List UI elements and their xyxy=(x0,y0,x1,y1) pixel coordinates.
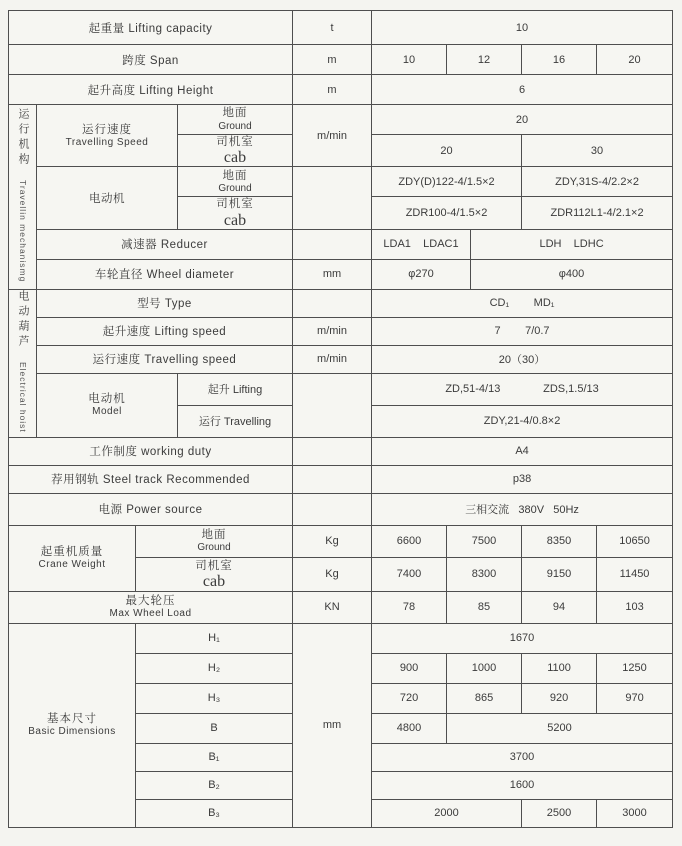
row-hoist-lifting-speed xyxy=(9,317,673,345)
value-cell: 10 xyxy=(372,45,447,75)
value-cell: ZDY,31S-4/2.2×2 xyxy=(522,167,673,197)
value-cell: 10 xyxy=(372,11,673,45)
section-label-en: Electrical hoist xyxy=(18,362,28,434)
value-cell: 7400 xyxy=(372,557,447,591)
value-cell: 970 xyxy=(597,683,673,713)
row-hoist-type xyxy=(9,289,673,317)
value-cell: 1000 xyxy=(447,653,522,683)
unit-cell: Kg xyxy=(293,525,372,557)
row-travelling-speed-ground xyxy=(9,105,673,135)
value-cell: LDH LDHC xyxy=(471,229,673,259)
row-lifting-capacity xyxy=(9,11,673,45)
sublabel-cab xyxy=(178,135,293,167)
unit-cell: Kg xyxy=(293,557,372,591)
value-cell: 30 xyxy=(522,135,673,167)
row-power-source xyxy=(9,493,673,525)
unit-cell: mm xyxy=(293,623,372,827)
unit-cell: t xyxy=(293,11,372,45)
value-cell: 78 xyxy=(372,591,447,623)
label-max-wheel-load xyxy=(9,591,293,623)
value-cell: ZDR112L1-4/2.1×2 xyxy=(522,197,673,229)
unit-cell-empty xyxy=(293,465,372,493)
sublabel-ground xyxy=(136,525,293,557)
label-en: Travelling Speed xyxy=(65,136,149,148)
label-lifting-capacity: 起重量 Lifting capacity xyxy=(9,11,293,45)
sublabel-zh: 地面 xyxy=(222,107,248,120)
value-cell: 865 xyxy=(447,683,522,713)
value-cell: CD₁ MD₁ xyxy=(372,289,673,317)
value-cell: 94 xyxy=(522,591,597,623)
value-cell: 12 xyxy=(447,45,522,75)
label-en: Model xyxy=(92,406,122,418)
label-zh: 最大轮压 xyxy=(125,595,176,608)
sublabel-zh: 司机室 xyxy=(216,198,254,211)
label-steel-track: 荐用钢轨 Steel track Recommended xyxy=(9,465,293,493)
label-hoist-type: 型号 Type xyxy=(37,289,293,317)
sublabel-zh: 地面 xyxy=(201,529,227,542)
label-crane-weight xyxy=(9,525,136,591)
sublabel-b1: B₁ xyxy=(136,743,293,771)
sublabel-en: Ground xyxy=(218,120,252,132)
row-hoist-travelling-speed xyxy=(9,345,673,373)
value-cell: 三相交流 380V 50Hz xyxy=(372,493,673,525)
vertical-section-label xyxy=(17,108,28,282)
label-power-source: 电源 Power source xyxy=(9,493,293,525)
value-cell: 3000 xyxy=(597,799,673,827)
value-cell: 920 xyxy=(522,683,597,713)
crane-spec-table xyxy=(8,10,673,828)
row-max-wheel-load xyxy=(9,591,673,623)
value-cell: φ270 xyxy=(372,259,471,289)
sublabel-cab xyxy=(136,557,293,591)
sublabel-en: cab xyxy=(202,572,226,590)
value-cell: p38 xyxy=(372,465,673,493)
value-cell: 85 xyxy=(447,591,522,623)
value-cell: 6 xyxy=(372,75,673,105)
label-zh: 电动机 xyxy=(88,393,126,406)
value-cell: 8350 xyxy=(522,525,597,557)
row-wheel-diameter xyxy=(9,259,673,289)
value-cell: 1100 xyxy=(522,653,597,683)
value-cell: 900 xyxy=(372,653,447,683)
row-steel-track xyxy=(9,465,673,493)
label-working-duty: 工作制度 working duty xyxy=(9,437,293,465)
sublabel-cab xyxy=(178,197,293,229)
value-cell: 2000 xyxy=(372,799,522,827)
row-travelling-motor-ground xyxy=(9,167,673,197)
unit-cell-empty xyxy=(293,289,372,317)
label-span: 跨度 Span xyxy=(9,45,293,75)
section-travelling-mechanism xyxy=(9,105,37,290)
label-wheel-diameter: 车轮直径 Wheel diameter xyxy=(37,259,293,289)
value-cell: 7500 xyxy=(447,525,522,557)
value-cell: 7 7/0.7 xyxy=(372,317,673,345)
value-cell: 9150 xyxy=(522,557,597,591)
value-cell: ZDY,21-4/0.8×2 xyxy=(372,405,673,437)
section-label-zh: 电动葫芦 xyxy=(17,290,29,351)
row-hoist-motor-lifting xyxy=(9,373,673,405)
row-span xyxy=(9,45,673,75)
value-cell: φ400 xyxy=(471,259,673,289)
value-cell: 1670 xyxy=(372,623,673,653)
sublabel-zh: 地面 xyxy=(222,169,248,182)
unit-cell: m/min xyxy=(293,105,372,167)
value-cell: 20 xyxy=(372,135,522,167)
sublabel-travelling: 运行 Travelling xyxy=(178,405,293,437)
value-cell: 103 xyxy=(597,591,673,623)
sublabel-en: cab xyxy=(223,149,247,167)
value-cell: 3700 xyxy=(372,743,673,771)
value-cell: 1600 xyxy=(372,771,673,799)
value-cell: 20（30） xyxy=(372,345,673,373)
row-lifting-height xyxy=(9,75,673,105)
label-en: Crane Weight xyxy=(38,559,106,571)
sublabel-en: Ground xyxy=(218,183,252,195)
sublabel-h2: H₂ xyxy=(136,653,293,683)
unit-cell-empty xyxy=(293,373,372,437)
sublabel-ground xyxy=(178,105,293,135)
sublabel-zh: 司机室 xyxy=(216,136,254,148)
sublabel-ground xyxy=(178,167,293,197)
label-hoist-lifting-speed: 起升速度 Lifting speed xyxy=(37,317,293,345)
sublabel-h1: H₁ xyxy=(136,623,293,653)
unit-cell-empty xyxy=(293,493,372,525)
unit-cell: KN xyxy=(293,591,372,623)
label-en: Max Wheel Load xyxy=(109,608,192,620)
label-zh: 起重机质量 xyxy=(40,546,104,559)
label-zh: 运行速度 xyxy=(82,123,132,136)
label-travelling-speed xyxy=(37,105,178,167)
unit-cell: m xyxy=(293,75,372,105)
row-dimension-h1 xyxy=(9,623,673,653)
label-lifting-height: 起升高度 Lifting Height xyxy=(9,75,293,105)
sublabel-zh: 司机室 xyxy=(195,559,233,572)
sublabel-b2: B₂ xyxy=(136,771,293,799)
section-label-zh: 运行机构 xyxy=(17,108,29,169)
unit-cell: m/min xyxy=(293,345,372,373)
value-cell: 720 xyxy=(372,683,447,713)
value-cell: 10650 xyxy=(597,525,673,557)
unit-cell: m/min xyxy=(293,317,372,345)
unit-cell-empty xyxy=(293,167,372,229)
row-working-duty xyxy=(9,437,673,465)
value-cell: ZDR100-4/1.5×2 xyxy=(372,197,522,229)
value-cell: ZDY(D)122-4/1.5×2 xyxy=(372,167,522,197)
value-cell: 20 xyxy=(372,105,673,135)
value-cell: 2500 xyxy=(522,799,597,827)
label-hoist-motor xyxy=(37,373,178,437)
value-cell: 16 xyxy=(522,45,597,75)
unit-cell: mm xyxy=(293,259,372,289)
sublabel-lifting: 起升 Lifting xyxy=(178,373,293,405)
label-en: Basic Dimensions xyxy=(28,726,116,738)
row-crane-weight-ground xyxy=(9,525,673,557)
sublabel-h3: H₃ xyxy=(136,683,293,713)
value-cell: 1250 xyxy=(597,653,673,683)
value-cell: LDA1 LDAC1 xyxy=(372,229,471,259)
sublabel-b3: B₃ xyxy=(136,799,293,827)
unit-cell-empty xyxy=(293,229,372,259)
label-basic-dimensions xyxy=(9,623,136,827)
section-label-en: Travellin mechanismg xyxy=(18,180,28,283)
label-travelling-motor: 电动机 xyxy=(37,167,178,229)
value-cell: 20 xyxy=(597,45,673,75)
label-zh: 基本尺寸 xyxy=(47,713,97,726)
value-cell: A4 xyxy=(372,437,673,465)
vertical-section-label xyxy=(17,290,28,433)
sublabel-en: cab xyxy=(223,211,247,229)
sublabel-en: Ground xyxy=(197,542,231,554)
unit-cell-empty xyxy=(293,437,372,465)
value-cell: 11450 xyxy=(597,557,673,591)
section-electrical-hoist xyxy=(9,289,37,437)
value-cell: 5200 xyxy=(447,713,673,743)
label-hoist-travelling-speed: 运行速度 Travelling speed xyxy=(37,345,293,373)
label-reducer: 减速器 Reducer xyxy=(37,229,293,259)
row-reducer xyxy=(9,229,673,259)
value-cell: ZD,51-4/13 ZDS,1.5/13 xyxy=(372,373,673,405)
value-cell: 4800 xyxy=(372,713,447,743)
value-cell: 8300 xyxy=(447,557,522,591)
unit-cell: m xyxy=(293,45,372,75)
value-cell: 6600 xyxy=(372,525,447,557)
sublabel-b: B xyxy=(136,713,293,743)
